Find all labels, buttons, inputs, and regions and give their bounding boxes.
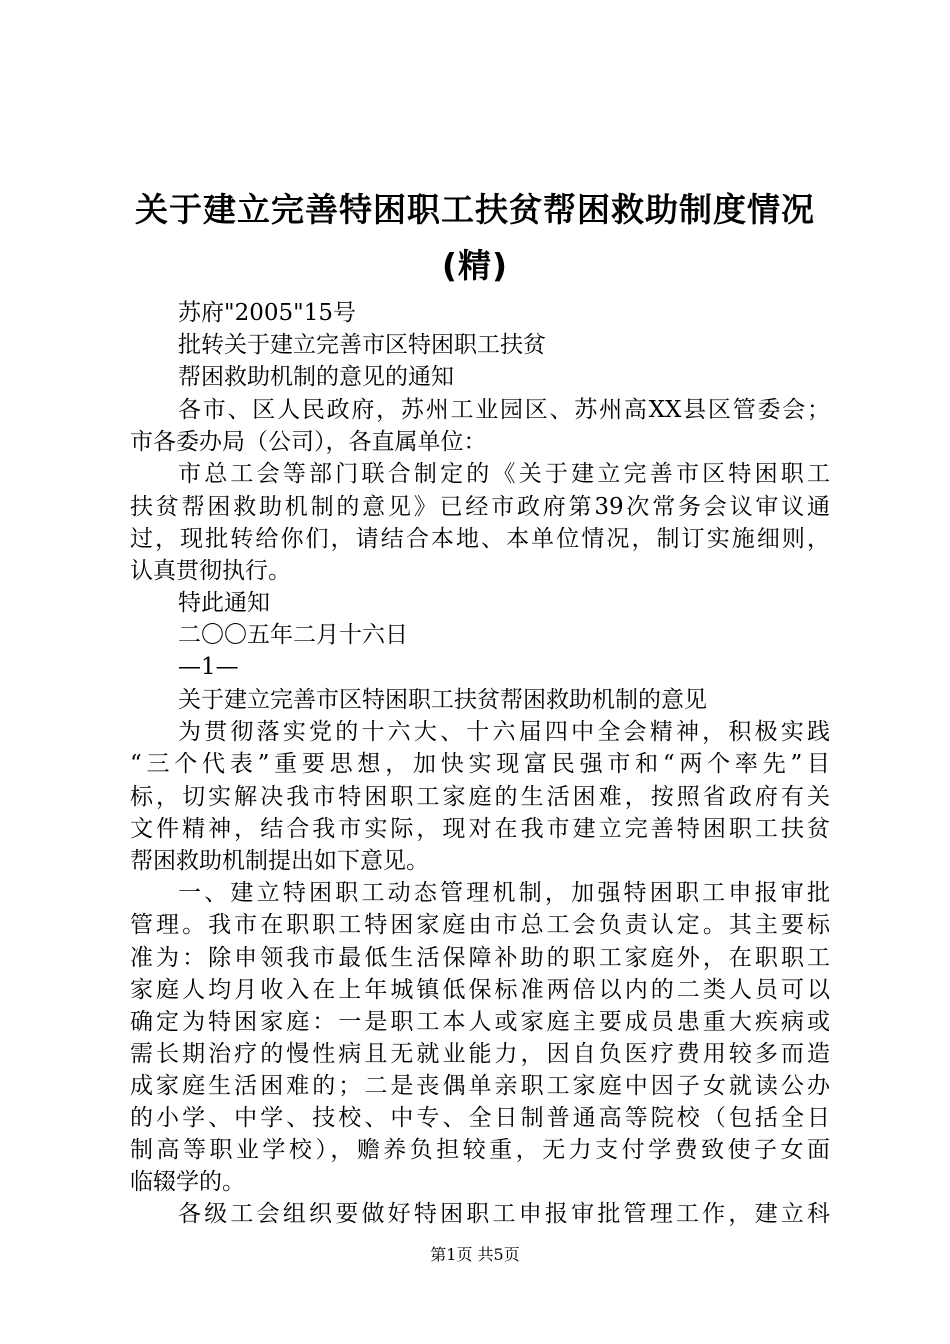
- body-line: 过，现批转给你们，请结合本地、本单位情况，制订实施细则，: [130, 526, 830, 552]
- body-line: 标，切实解决我市特困职工家庭的生活困难，按照省政府有关: [130, 784, 830, 810]
- inner-page-number: —1—: [178, 654, 239, 680]
- body-line: 市总工会等部门联合制定的《关于建立完善市区特困职工: [178, 461, 830, 487]
- body-line: 帮困救助机制提出如下意见。: [130, 848, 429, 874]
- notice-date: 二〇〇五年二月十六日: [178, 622, 408, 648]
- body-line: 的小学、中学、技校、中专、全日制普通高等院校（包括全日: [130, 1105, 830, 1131]
- opinion-title: 关于建立完善市区特困职工扶贫帮困救助机制的意见: [178, 687, 707, 713]
- notice-title-line2: 帮困救助机制的意见的通知: [178, 364, 454, 390]
- body-line: 管理。我市在职职工特困家庭由市总工会负责认定。其主要标: [130, 912, 830, 938]
- body-line: “三个代表”重要思想，加快实现富民强市和“两个率先”目: [130, 751, 830, 777]
- page-footer: 第1页 共5页: [430, 1245, 520, 1264]
- body-line: 制高等职业学校），赡养负担较重，无力支付学费致使子女面: [130, 1137, 830, 1163]
- body-line: 家庭人均月收入在上年城镇低保标准两倍以内的二类人员可以: [130, 977, 830, 1003]
- recipients-line2: 市各委办局（公司），各直属单位：: [130, 429, 487, 455]
- body-line: 文件精神，结合我市实际，现对在我市建立完善特困职工扶贫: [130, 816, 830, 842]
- body-line: 各级工会组织要做好特困职工申报审批管理工作，建立科: [178, 1201, 830, 1227]
- recipients-line1: 各市、区人民政府，苏州工业园区、苏州高XX县区管委会；: [178, 397, 830, 423]
- closing-text: 特此通知: [178, 590, 270, 616]
- body-line: 为贯彻落实党的十六大、十六届四中全会精神，积极实践: [178, 719, 830, 745]
- body-line: 临辍学的。: [130, 1169, 245, 1195]
- body-line: 确定为特困家庭：一是职工本人或家庭主要成员患重大疾病或: [130, 1009, 830, 1035]
- body-line: 一、建立特困职工动态管理机制，加强特困职工申报审批: [178, 880, 830, 906]
- document-title-line2: (精): [441, 246, 509, 285]
- notice-title-line1: 批转关于建立完善市区特困职工扶贫: [178, 332, 546, 358]
- document-title-line1: 关于建立完善特困职工扶贫帮困救助制度情况: [135, 190, 815, 229]
- body-line: 准为：除申领我市最低生活保障补助的职工家庭外，在职职工: [130, 945, 830, 971]
- body-line: 成家庭生活困难的；二是丧偶单亲职工家庭中因子女就读公办: [130, 1073, 830, 1099]
- body-line: 需长期治疗的慢性病且无就业能力，因自负医疗费用较多而造: [130, 1041, 830, 1067]
- body-line: 认真贯彻执行。: [130, 558, 291, 584]
- body-line: 扶贫帮困救助机制的意见》已经市政府第39次常务会议审议通: [130, 494, 830, 520]
- doc-number: 苏府"2005"15号: [178, 300, 356, 326]
